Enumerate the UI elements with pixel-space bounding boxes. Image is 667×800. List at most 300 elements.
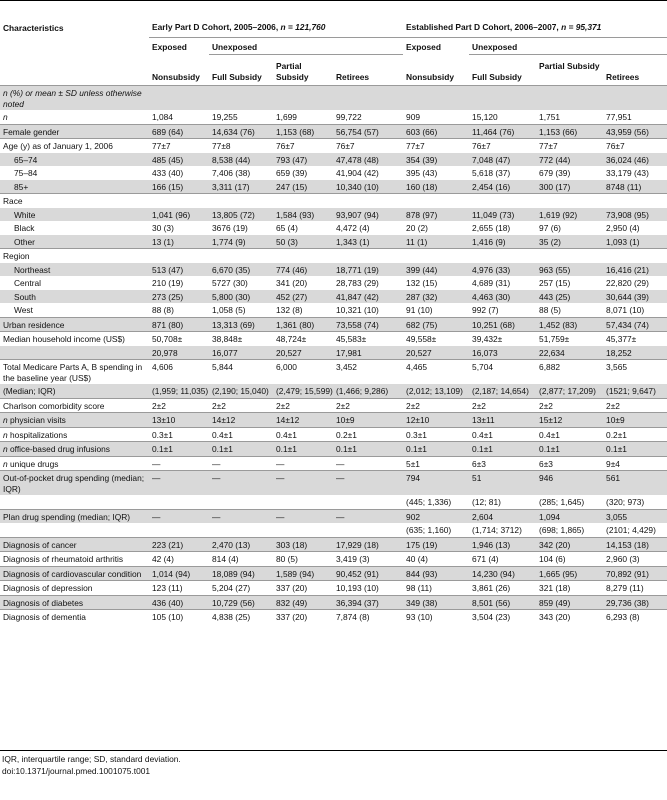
table-cell: (2,012; 13,109): [403, 384, 469, 398]
table-cell: 70,892 (91): [603, 566, 667, 581]
table-cell: 0.4±1: [469, 427, 536, 442]
table-cell: 223 (21): [149, 537, 209, 552]
table-cell: 10,321 (10): [336, 305, 379, 315]
row-label: 85+: [0, 180, 149, 194]
table-cell: 3,504 (23): [469, 610, 536, 624]
table-cell: [149, 194, 209, 208]
table-cell: 18,771 (19): [333, 263, 403, 277]
table-cell: 8748 (11): [603, 180, 667, 194]
table-cell: 35 (2): [536, 235, 603, 249]
table-cell: 4,463 (30): [469, 290, 536, 304]
table-cell: [149, 249, 209, 263]
table-cell: [603, 249, 667, 263]
table-cell: 80 (5): [273, 552, 333, 567]
table-cell: 513 (47): [149, 263, 209, 277]
table-row: [0, 276, 667, 290]
row-label: Diagnosis of cancer: [0, 537, 149, 552]
table-cell: 45,583±: [333, 332, 403, 346]
table-row: [0, 346, 667, 360]
table-row: [0, 303, 667, 317]
table-cell: 1,084: [152, 112, 173, 122]
table-cell: 77±7: [536, 139, 603, 153]
table-cell: 77,951: [606, 112, 632, 122]
table-cell: 65 (4): [276, 223, 298, 233]
row-label: Urban residence: [0, 317, 149, 332]
table-cell: 1,416 (9): [469, 235, 536, 249]
table-cell: —: [273, 456, 333, 471]
table-cell: 343 (20): [536, 610, 603, 624]
table-cell: 1,665 (95): [536, 566, 603, 581]
table-cell: [603, 194, 667, 208]
row-label: [0, 495, 149, 509]
table-cell: 0.1±1: [333, 442, 403, 457]
table-cell: 77±8: [209, 139, 273, 153]
table-cell: [603, 86, 667, 111]
table-cell: 16,416 (21): [603, 263, 667, 277]
row-label: West: [14, 305, 33, 315]
table-row: [0, 110, 667, 124]
table-row: [0, 263, 667, 277]
table-cell: 73,558 (74): [333, 317, 403, 332]
table-cell: [273, 86, 333, 111]
table-cell: 3,311 (17): [209, 180, 273, 194]
table-cell: 93,907 (94): [333, 208, 403, 222]
table-cell: 11 (1): [403, 235, 469, 249]
table-cell: 6±3: [469, 456, 536, 471]
table-cell: 77±7: [403, 139, 469, 153]
table-cell: 1,041 (96): [149, 208, 209, 222]
table-cell: 774 (46): [273, 263, 333, 277]
table-row: [0, 566, 667, 581]
table-cell: —: [149, 471, 209, 496]
row-label: n office-based drug infusions: [0, 442, 149, 457]
table-cell: 963 (55): [536, 263, 603, 277]
table-cell: 175 (19): [403, 537, 469, 552]
table-cell: 1,014 (94): [149, 566, 209, 581]
table-cell: 33,179 (43): [606, 168, 649, 178]
table-cell: 6,293 (8): [603, 610, 667, 624]
table-cell: 210 (19): [152, 278, 184, 288]
early-cohort-header: Early Part D Cohort, 2005–2006, n = 121,760: [149, 17, 403, 37]
table-row: [0, 249, 667, 263]
table-cell: 14,230 (94): [469, 566, 536, 581]
table-cell: 160 (18): [403, 180, 469, 194]
header-row-cohorts: [0, 17, 667, 37]
row-label: Diagnosis of depression: [0, 581, 149, 596]
table-cell: 1,584 (93): [273, 208, 333, 222]
table-row: [0, 332, 667, 346]
table-cell: [209, 86, 273, 111]
table-cell: 1,946 (13): [469, 537, 536, 552]
established-cohort-header: Established Part D Cohort, 2006–2007, n = 95,371: [403, 17, 667, 37]
table-cell: [209, 495, 273, 509]
table-cell: 443 (25): [536, 290, 603, 304]
table-cell: 6±3: [536, 456, 603, 471]
table-cell: 41,904 (42): [336, 168, 379, 178]
table-cell: 946: [536, 471, 603, 496]
table-cell: 38,848±: [209, 332, 273, 346]
row-label: Northeast: [0, 263, 149, 277]
table-cell: 2±2: [149, 398, 209, 413]
row-label: Black: [14, 223, 35, 233]
row-label: Plan drug spending (median; IQR): [0, 509, 149, 523]
table-row: [0, 194, 667, 208]
table-cell: 36,024 (46): [603, 153, 667, 167]
row-label: n: [3, 112, 8, 122]
table-cell: 91 (10): [406, 305, 433, 315]
table-cell: 10±9: [333, 413, 403, 428]
table-row: [0, 221, 667, 235]
table-cell: 30 (3): [152, 223, 174, 233]
table-cell: 6,670 (35): [209, 263, 273, 277]
table-cell: 303 (18): [273, 537, 333, 552]
row-label: Central: [14, 278, 41, 288]
table-cell: 832 (49): [273, 595, 333, 610]
table-cell: [333, 194, 403, 208]
table-cell: 0.2±1: [603, 427, 667, 442]
table-cell: [209, 249, 273, 263]
row-label: n (%) or mean ± SD unless otherwise noted: [0, 86, 149, 111]
table-cell: 2±2: [536, 398, 603, 413]
table-cell: 105 (10): [149, 610, 209, 624]
table-cell: —: [149, 456, 209, 471]
row-label: Diagnosis of rheumatoid arthritis: [0, 552, 149, 567]
table-cell: 20,527: [403, 346, 469, 360]
table-cell: (698; 1,865): [539, 525, 585, 535]
table-cell: 43,959 (56): [603, 124, 667, 139]
table-cell: 6,000: [273, 360, 333, 385]
table-cell: 132 (15): [406, 278, 438, 288]
table-cell: 679 (39): [539, 168, 571, 178]
table-cell: 354 (39): [403, 153, 469, 167]
table-cell: 341 (20): [276, 278, 308, 288]
col-partial-subsidy-early: Partial Subsidy: [276, 61, 309, 82]
table-row: [0, 180, 667, 194]
table-cell: —: [333, 456, 403, 471]
table-cell: 50,708±: [149, 332, 209, 346]
table-cell: [403, 249, 469, 263]
table-cell: 2,604: [469, 509, 536, 523]
table-cell: (1,466; 9,286): [333, 384, 403, 398]
table-cell: 20,527: [273, 346, 333, 360]
table-cell: [149, 86, 209, 111]
table-cell: 3,419 (3): [333, 552, 403, 567]
row-label: Race: [0, 194, 149, 208]
table-row: [0, 139, 667, 153]
table-cell: 2,950 (4): [606, 223, 640, 233]
table-row: [0, 509, 667, 523]
row-label: South: [0, 290, 149, 304]
table-cell: —: [149, 509, 209, 523]
table-cell: 1,589 (94): [273, 566, 333, 581]
table-cell: 13±11: [469, 413, 536, 428]
table-cell: 1,058 (5): [212, 305, 246, 315]
table-cell: [469, 86, 536, 111]
table-cell: 14±12: [273, 413, 333, 428]
table-row: [0, 427, 667, 442]
table-cell: —: [273, 509, 333, 523]
table-cell: 337 (20): [273, 610, 333, 624]
exposed-header-early: Exposed: [152, 41, 187, 52]
table-row: [0, 317, 667, 332]
table-cell: 10,729 (56): [209, 595, 273, 610]
table-cell: 1,153 (66): [536, 124, 603, 139]
table-cell: 2±2: [333, 398, 403, 413]
table-cell: 793 (47): [273, 153, 333, 167]
table-cell: 3,861 (26): [469, 581, 536, 596]
table-cell: 1,619 (92): [536, 208, 603, 222]
table-cell: 4,689 (31): [472, 278, 511, 288]
table-cell: 13±10: [149, 413, 209, 428]
table-cell: 77±7: [149, 139, 209, 153]
row-label: [0, 523, 149, 537]
table-cell: 2±2: [273, 398, 333, 413]
table-cell: 689 (64): [149, 124, 209, 139]
table-cell: 7,874 (8): [333, 610, 403, 624]
table-cell: 166 (15): [149, 180, 209, 194]
table-cell: 1,751: [539, 112, 561, 122]
table-cell: 7,406 (38): [212, 168, 251, 178]
table-cell: 1,093 (1): [603, 235, 667, 249]
table-cell: 14,634 (76): [209, 124, 273, 139]
table-cell: 29,736 (38): [603, 595, 667, 610]
table-cell: 13,313 (69): [209, 317, 273, 332]
table-cell: 287 (32): [403, 290, 469, 304]
table-cell: 2±2: [603, 398, 667, 413]
table-cell: 5,618 (37): [472, 168, 511, 178]
table-cell: 22,634: [536, 346, 603, 360]
table-cell: 659 (39): [276, 168, 308, 178]
table-cell: 452 (27): [273, 290, 333, 304]
table-cell: 16,077: [209, 346, 273, 360]
col-partial-subsidy-established: Partial Subsidy: [539, 61, 600, 71]
table-row: [0, 290, 667, 304]
table-cell: [209, 194, 273, 208]
table-cell: 123 (11): [149, 581, 209, 596]
table-cell: 257 (15): [539, 278, 571, 288]
row-label: Out-of-pocket drug spending (median; IQR): [0, 471, 149, 496]
table-row: [0, 595, 667, 610]
row-label: n physician visits: [0, 413, 149, 428]
table-cell: 902: [403, 509, 469, 523]
table-cell: 16,073: [469, 346, 536, 360]
table-cell: 0.1±1: [403, 442, 469, 457]
table-cell: [209, 523, 273, 537]
table-body: [0, 86, 667, 624]
table-cell: [333, 523, 403, 537]
table-row: [0, 208, 667, 222]
table-cell: —: [333, 509, 403, 523]
table-cell: 11,464 (76): [469, 124, 536, 139]
table-cell: 1,452 (83): [536, 317, 603, 332]
table-cell: 104 (6): [536, 552, 603, 567]
table-cell: 273 (25): [149, 290, 209, 304]
table-row: [0, 360, 667, 385]
table-cell: 90,452 (91): [333, 566, 403, 581]
table-cell: 433 (40): [152, 168, 184, 178]
table-cell: (2,190; 15,040): [209, 384, 273, 398]
exposed-header-established: Exposed: [406, 41, 441, 52]
table-cell: 794: [403, 471, 469, 496]
table-cell: 42 (4): [149, 552, 209, 567]
table-row: [0, 581, 667, 596]
table-cell: 4,606: [149, 360, 209, 385]
table-cell: 8,071 (10): [606, 305, 645, 315]
table-cell: 73,908 (95): [603, 208, 667, 222]
row-label: n unique drugs: [0, 456, 149, 471]
unexposed-header-established: Unexposed: [469, 37, 667, 55]
table-cell: 40 (4): [403, 552, 469, 567]
table-row: [0, 495, 667, 509]
table-cell: [403, 194, 469, 208]
table-cell: [149, 523, 209, 537]
table-cell: (445; 1,336): [406, 497, 452, 507]
table-cell: 12±10: [403, 413, 469, 428]
table-cell: 4,976 (33): [469, 263, 536, 277]
table-cell: 5,844: [209, 360, 273, 385]
table-cell: 76±7: [469, 139, 536, 153]
table-cell: 1,774 (9): [209, 235, 273, 249]
table-row: [0, 235, 667, 249]
col-full-subsidy-early: Full Subsidy: [212, 71, 262, 82]
table-cell: 48,724±: [273, 332, 333, 346]
table-cell: 0.4±1: [209, 427, 273, 442]
table-cell: [469, 249, 536, 263]
row-label: Median household income (US$): [0, 332, 149, 346]
table-cell: 41,847 (42): [333, 290, 403, 304]
table-cell: 0.3±1: [403, 427, 469, 442]
table-cell: [333, 249, 403, 263]
table-cell: 871 (80): [149, 317, 209, 332]
row-label: 75–84: [14, 168, 38, 178]
table-cell: 51,759±: [536, 332, 603, 346]
table-cell: (2,187; 14,654): [469, 384, 536, 398]
table-cell: 342 (20): [536, 537, 603, 552]
table-cell: 247 (15): [273, 180, 333, 194]
table-cell: 6,882: [536, 360, 603, 385]
characteristics-header: Characteristics: [3, 22, 64, 33]
table-cell: 772 (44): [536, 153, 603, 167]
table-cell: 337 (20): [273, 581, 333, 596]
table-cell: 13,805 (72): [209, 208, 273, 222]
table-cell: 3,565: [603, 360, 667, 385]
table-cell: 56,754 (57): [333, 124, 403, 139]
col-nonsubsidy-established: Nonsubsidy: [406, 71, 454, 82]
table-cell: 76±7: [603, 139, 667, 153]
table-cell: [536, 86, 603, 111]
col-nonsubsidy-early: Nonsubsidy: [152, 71, 200, 82]
table-cell: 14±12: [209, 413, 273, 428]
row-label: 65–74: [0, 153, 149, 167]
table-cell: 13 (1): [149, 235, 209, 249]
header-row-exposure: [0, 37, 667, 55]
table-cell: 15,120: [472, 112, 498, 122]
row-label: Age (y) as of January 1, 2006: [0, 139, 149, 153]
table-cell: 321 (18): [536, 581, 603, 596]
table-cell: 19,255: [212, 112, 238, 122]
table-cell: 485 (45): [149, 153, 209, 167]
table-cell: 2±2: [469, 398, 536, 413]
table-cell: 859 (49): [536, 595, 603, 610]
table-cell: 992 (7): [472, 305, 499, 315]
table-cell: 349 (38): [403, 595, 469, 610]
table-cell: 17,981: [333, 346, 403, 360]
table-cell: (635; 1,160): [406, 525, 452, 535]
col-retirees-established: Retirees: [606, 71, 640, 82]
table-cell: 88 (5): [539, 305, 561, 315]
table-cell: [333, 495, 403, 509]
table-cell: 300 (17): [536, 180, 603, 194]
table-cell: 9±4: [603, 456, 667, 471]
table-cell: 15±12: [536, 413, 603, 428]
row-label: Total Medicare Parts A, B spending in the baseline year (US$): [0, 360, 149, 385]
row-label: Charlson comorbidity score: [0, 398, 149, 413]
table-row: [0, 610, 667, 624]
table-cell: 878 (97): [403, 208, 469, 222]
table-cell: —: [273, 471, 333, 496]
table-cell: 28,783 (29): [336, 278, 379, 288]
table-cell: 45,377±: [603, 332, 667, 346]
table-cell: 8,279 (11): [603, 581, 667, 596]
table-cell: 2,470 (13): [209, 537, 273, 552]
table-row: [0, 124, 667, 139]
table-cell: —: [209, 456, 273, 471]
table-cell: 4,838 (25): [209, 610, 273, 624]
table-row: [0, 86, 667, 111]
table-cell: 8,538 (44): [209, 153, 273, 167]
table-cell: 76±7: [273, 139, 333, 153]
table-cell: 1,094: [536, 509, 603, 523]
row-label: Diagnosis of diabetes: [0, 595, 149, 610]
table-cell: 36,394 (37): [333, 595, 403, 610]
table-cell: 30,644 (39): [603, 290, 667, 304]
table-cell: 99,722: [336, 112, 362, 122]
col-retirees-early: Retirees: [336, 71, 370, 82]
table-cell: 3,055: [603, 509, 667, 523]
table-cell: [273, 194, 333, 208]
table-row: [0, 552, 667, 567]
table-cell: 20 (2): [406, 223, 428, 233]
table-cell: 1,343 (1): [333, 235, 403, 249]
table-cell: 603 (66): [403, 124, 469, 139]
col-full-subsidy-established: Full Subsidy: [472, 71, 522, 82]
table-cell: 11,049 (73): [469, 208, 536, 222]
table-cell: 2±2: [403, 398, 469, 413]
table-cell: 0.3±1: [149, 427, 209, 442]
table-cell: 3,452: [333, 360, 403, 385]
table-cell: 909: [406, 112, 421, 122]
row-label: Diagnosis of dementia: [0, 610, 149, 624]
table-cell: 561: [603, 471, 667, 496]
table-cell: (285; 1,645): [539, 497, 585, 507]
table-cell: —: [209, 471, 273, 496]
table-cell: 0.2±1: [333, 427, 403, 442]
row-label: Female gender: [0, 124, 149, 139]
table-cell: 10,251 (68): [469, 317, 536, 332]
table-cell: 10,193 (10): [333, 581, 403, 596]
table-cell: 0.1±1: [149, 442, 209, 457]
table-cell: 2,454 (16): [469, 180, 536, 194]
table-cell: —: [209, 509, 273, 523]
table-cell: 88 (8): [152, 305, 174, 315]
table-cell: 5±1: [403, 456, 469, 471]
table-cell: 57,434 (74): [603, 317, 667, 332]
table-cell: (1521; 9,647): [603, 384, 667, 398]
table-cell: 5,704: [469, 360, 536, 385]
table-cell: 0.1±1: [209, 442, 273, 457]
table-row: [0, 537, 667, 552]
table-cell: 2,960 (3): [603, 552, 667, 567]
